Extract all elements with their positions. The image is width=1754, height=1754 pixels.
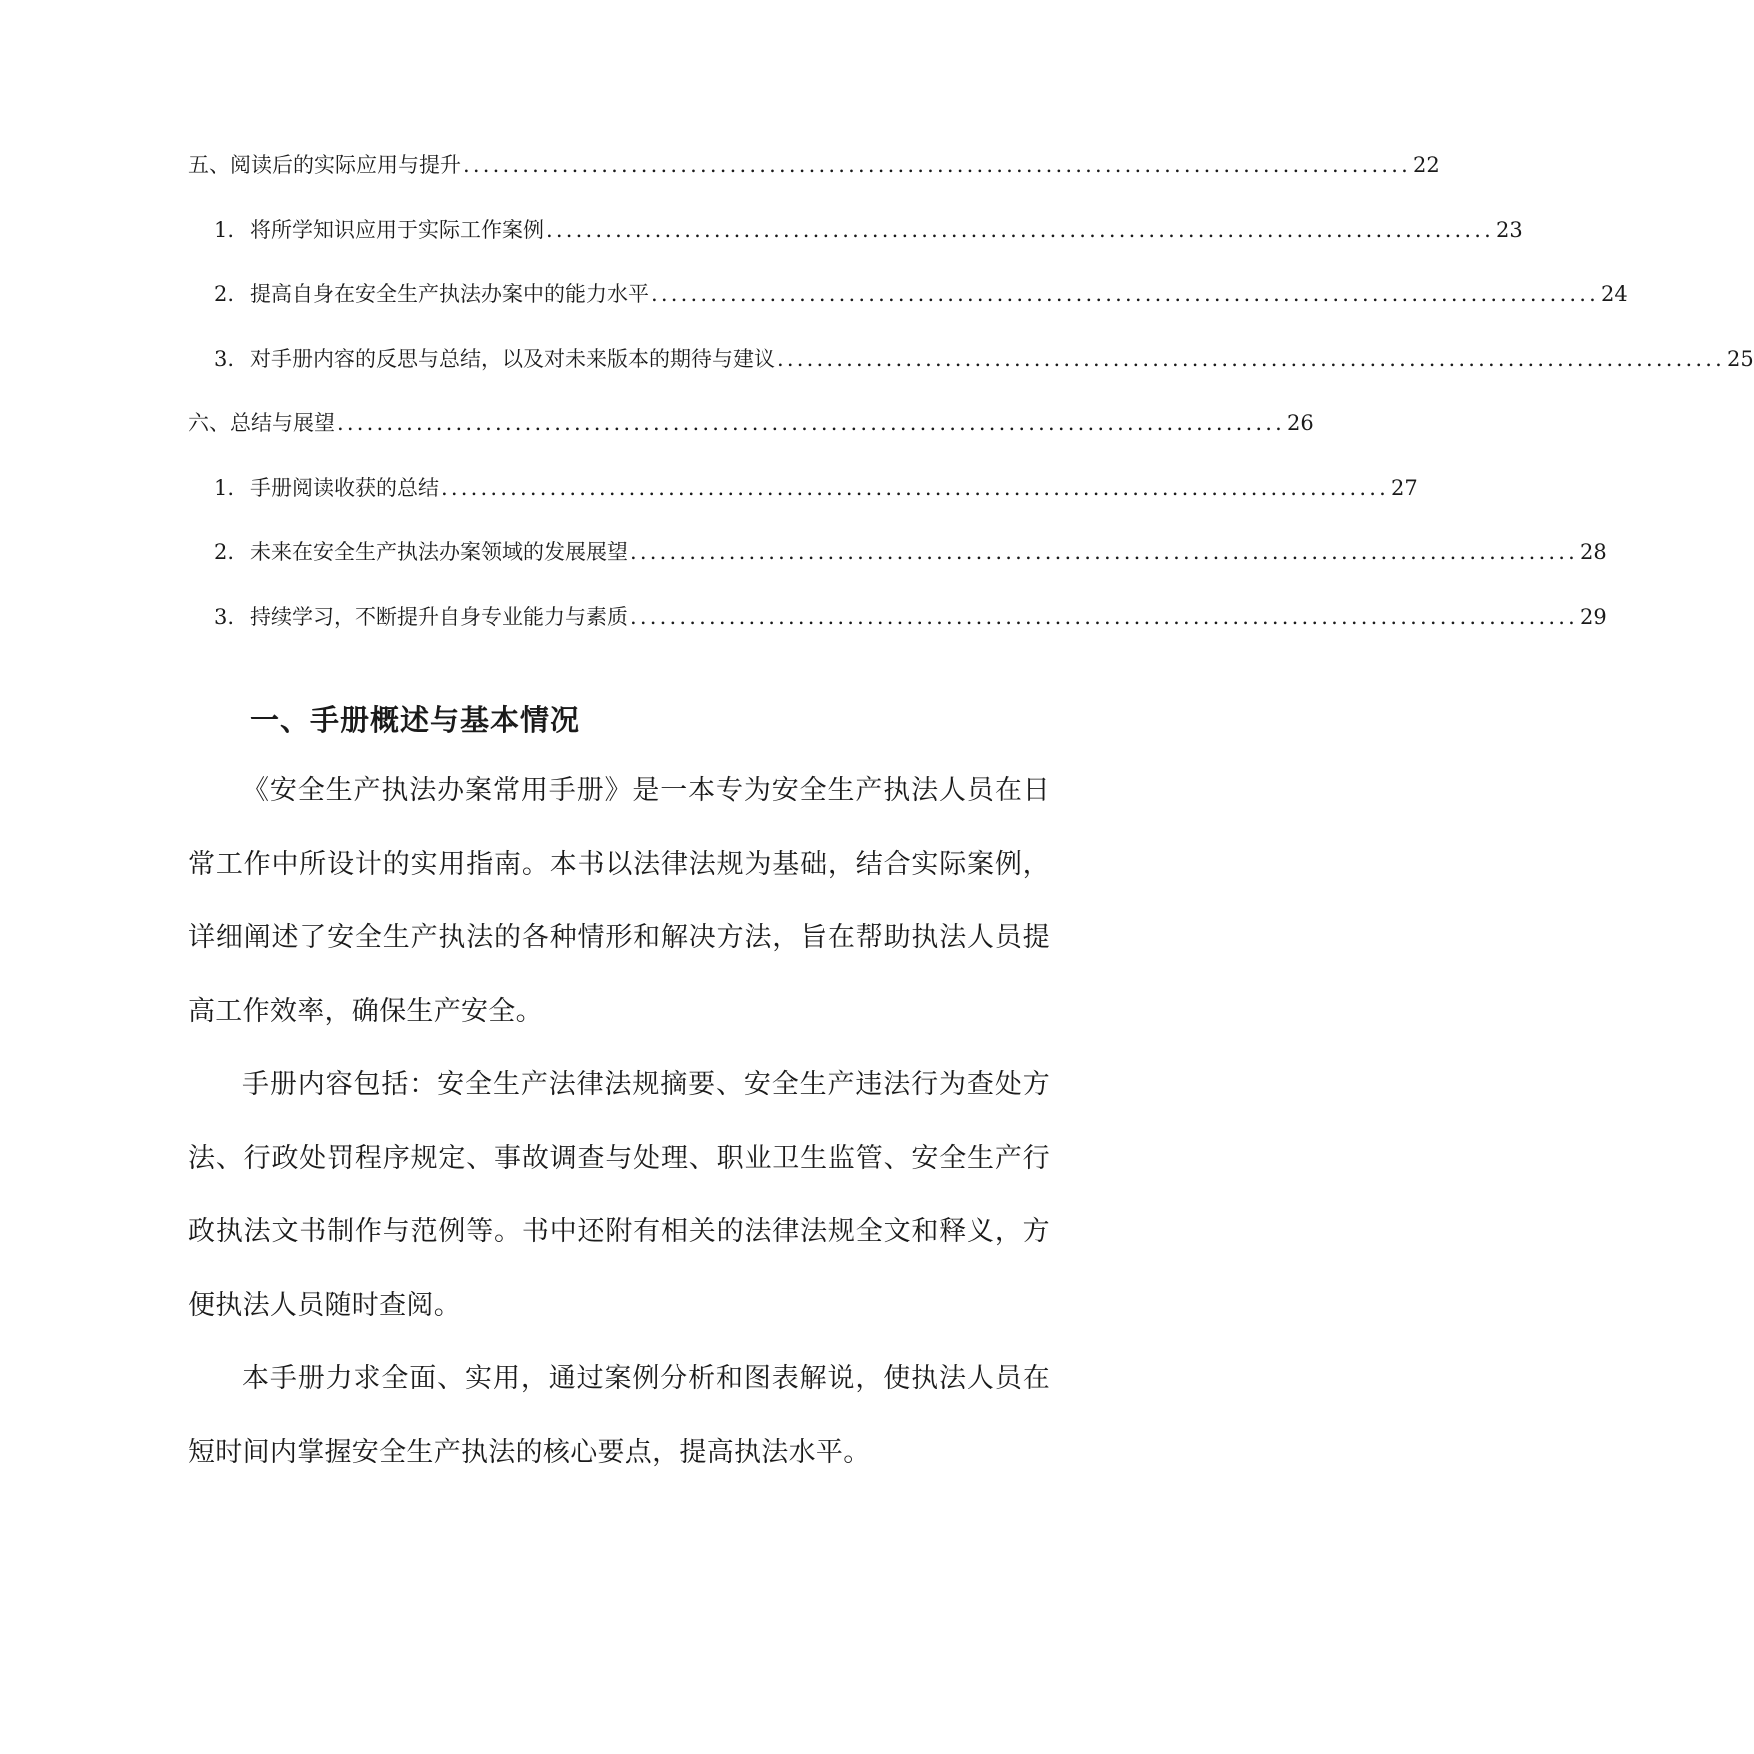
toc-page-number: 29 [1580,604,1607,629]
toc-leader-dots: ................................................................................................ [777,346,1726,371]
toc-entry-number: 1. [214,475,235,500]
toc-entry-title: 对手册内容的反思与总结，以及对未来版本的期待与建议 [250,346,775,371]
toc-leader-dots: ................................................................................................ [630,540,1579,564]
toc-entry-title: 持续学习，不断提升自身专业能力与素质 [250,604,628,629]
body-paragraph: 《安全生产执法办案常用手册》是一本专为安全生产执法人员在日常工作中所设计的实用指南。本书以法律法规为基础，结合实际案例，详细阐述了安全生产执法的各种情形和解决方法，旨在帮助执法人员提高工作效率，确保生产安全。 [188,775,1050,1027]
section-body [188,754,1050,1489]
toc-page-number: 26 [1287,411,1314,435]
toc-entry-title: 将所学知识应用于实际工作案例 [250,217,544,242]
toc-entry-5-1[interactable] [188,213,1523,278]
toc-entry-number: 3. [214,604,235,629]
toc-entry-title: 未来在安全生产执法办案领域的发展展望 [250,540,628,564]
toc-entry-title: 提高自身在安全生产执法办案中的能力水平 [250,282,649,306]
toc-leader-dots: ................................................................................................ [337,411,1286,435]
toc-entry-number: 2. [214,540,235,564]
toc-entry-number: 1. [214,217,235,242]
toc-leader-dots: ................................................................................................ [651,282,1600,306]
toc-entry-6-2[interactable] [188,535,1607,600]
toc-leader-dots: ................................................................................................ [630,604,1579,629]
toc-entry-chapter-6[interactable] [188,406,1314,471]
section-heading: 一、手册概述与基本情况 [250,703,581,737]
toc-entry-6-3[interactable] [188,600,1607,665]
toc-page-number: 27 [1391,475,1418,500]
toc-entry-5-3[interactable] [188,342,1754,407]
toc-page-number: 25 [1727,346,1754,371]
toc-leader-dots: ................................................................................................ [546,217,1495,242]
toc-page-number: 24 [1601,282,1628,306]
toc-entry-6-1[interactable] [188,471,1418,536]
toc-leader-dots: ................................................................................................ [463,153,1412,177]
toc-entry-chapter-5[interactable] [188,148,1440,213]
body-paragraph: 手册内容包括：安全生产法律法规摘要、安全生产违法行为查处方法、行政处罚程序规定、事故调查与处理、职业卫生监管、安全生产行政执法文书制作与范例等。书中还附有相关的法律法规全文和释义，方便执法人员随时查阅。 [188,1069,1050,1321]
body-paragraph: 本手册力求全面、实用，通过案例分析和图表解说，使执法人员在短时间内掌握安全生产执法的核心要点，提高执法水平。 [188,1363,1050,1468]
toc-entry-title: 手册阅读收获的总结 [250,475,439,500]
toc-entry-title: 五、阅读后的实际应用与提升 [188,153,461,177]
toc-entry-5-2[interactable] [188,277,1628,342]
toc-page-number: 23 [1496,217,1523,242]
toc-entry-title: 六、总结与展望 [188,411,335,435]
toc-entry-number: 3. [214,346,235,371]
toc-page-number: 28 [1580,540,1607,564]
toc-page-number: 22 [1413,153,1440,177]
toc-entry-number: 2. [214,282,235,306]
toc-leader-dots: ................................................................................................ [441,475,1390,500]
table-of-contents [188,148,1754,664]
